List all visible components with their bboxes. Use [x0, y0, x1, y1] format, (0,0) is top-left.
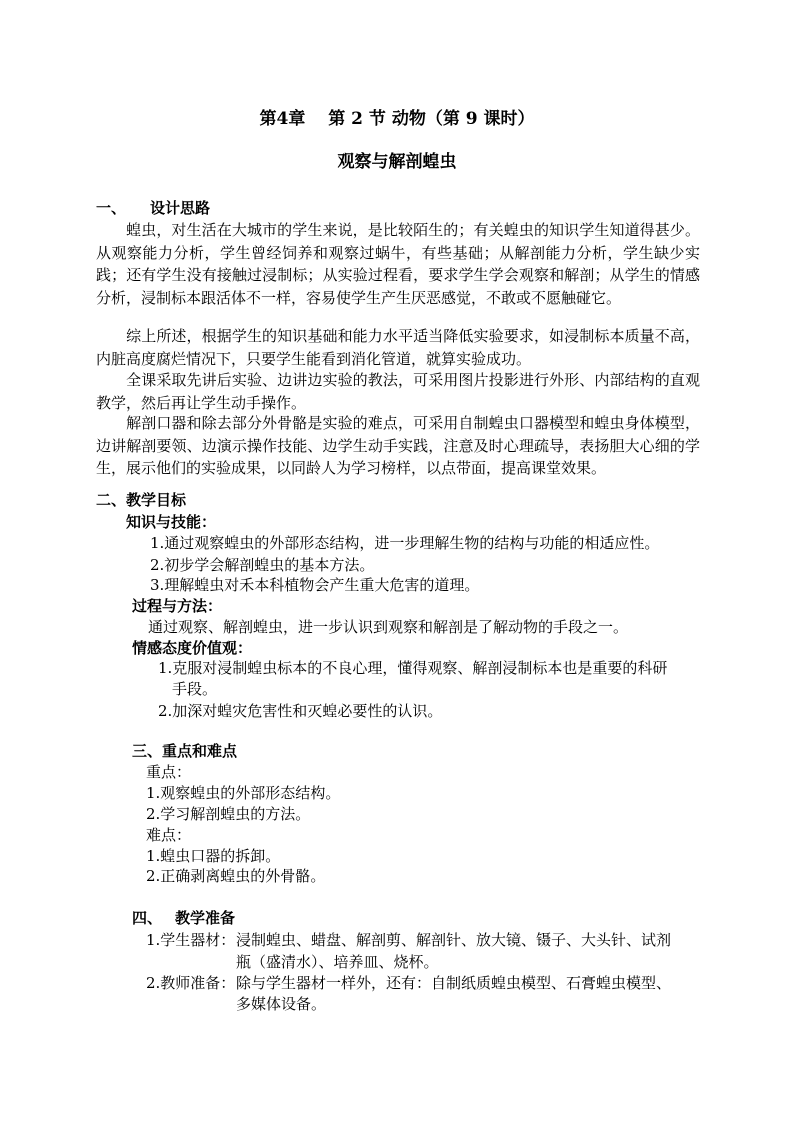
key-point-2: 2.学习解剖蝗虫的方法。 [146, 805, 311, 823]
section3-heading: 三、重点和难点 [132, 742, 238, 760]
difficulty-label: 难点： [146, 826, 192, 844]
key-point-1: 1.观察蝗虫的外部形态结构。 [146, 784, 341, 802]
materials-teacher-cont: 多媒体设备。 [236, 995, 327, 1013]
knowledge-heading: 知识与技能： [126, 513, 217, 531]
page-subtitle: 观察与解剖蝗虫 [337, 152, 457, 172]
knowledge-item-2: 2.初步学会解剖蝗虫的基本方法。 [150, 556, 375, 574]
emotion-item-1-cont: 手段。 [172, 680, 218, 698]
knowledge-item-1: 1.通过观察蝗虫的外部形态结构，进一步理解生物的结构与功能的相适应性。 [150, 534, 660, 552]
difficulty-1: 1.蝗虫口器的拆卸。 [146, 847, 281, 865]
page-title: 第4章 第 2 节 动物（第 9 课时） [259, 109, 535, 129]
materials-teacher-label: 2.教师准备： [146, 974, 236, 992]
section1-paragraph-3: 全课采取先讲后实验、边讲边实验的教法，可采用图片投影进行外形、内部结构的直观教学，然后再让学生动手操作。 [96, 371, 700, 412]
section1-heading: 设计思路 [150, 199, 211, 217]
section1-paragraph-1: 蝗虫，对生活在大城市的学生来说，是比较陌生的；有关蝗虫的知识学生知道得甚少。从观察能力分析，学生曾经饲养和观察过蜗牛，有些基础；从解剖能力分析，学生缺少实践；还有学生没有接触过浸制标；从实验过程看，要求学生学会观察和解剖；从学生的情感分析，浸制标本跟活体不一样，容易使学生产生厌恶感觉，不敢或不愿触碰它。 [96, 221, 700, 307]
section1-paragraph-2: 综上所述，根据学生的知识基础和能力水平适当降低实验要求，如浸制标本质量不高，内脏高度腐烂情况下，只要学生能看到消化管道，就算实验成功。 [96, 327, 700, 368]
section1-paragraph-4: 解剖口器和除去部分外骨骼是实验的难点，可采用自制蝗虫口器模型和蝗虫身体模型，边讲解剖要领、边演示操作技能、边学生动手实践，注意及时心理疏导，表扬胆大心细的学生，展示他们的实验成果，以同龄人为学习榜样，以点带面，提高课堂效果。 [96, 414, 700, 477]
materials-student-text: 浸制蝗虫、蜡盘、解剖剪、解剖针、放大镜、镊子、大头针、试剂 [236, 931, 672, 949]
emotion-item-1: 1.克服对浸制蝗虫标本的不良心理，懂得观察、解剖浸制标本也是重要的科研 [158, 659, 668, 677]
emotion-heading: 情感态度价值观： [132, 639, 253, 657]
materials-student-cont: 瓶（盛清水）、培养皿、烧杯。 [236, 953, 439, 971]
section4-heading: 教学准备 [175, 909, 236, 927]
section2-heading: 二、教学目标 [96, 491, 187, 509]
key-points-label: 重点： [146, 763, 192, 781]
materials-teacher-text: 除与学生器材一样外，还有：自制纸质蝗虫模型、石膏蝗虫模型、 [236, 974, 672, 992]
process-text: 通过观察、解剖蝗虫，进一步认识到观察和解剖是了解动物的手段之一。 [148, 618, 629, 636]
materials-student-label: 1.学生器材： [146, 931, 236, 949]
emotion-item-2: 2.加深对蝗灾危害性和灭蝗必要性的认识。 [158, 702, 443, 720]
section1-number: 一、 [96, 199, 127, 217]
process-heading: 过程与方法： [132, 597, 223, 615]
knowledge-item-3: 3.理解蝗虫对禾本科植物会产生重大危害的道理。 [150, 576, 480, 594]
difficulty-2: 2.正确剥离蝗虫的外骨骼。 [146, 867, 326, 885]
section4-number: 四、 [132, 909, 163, 927]
